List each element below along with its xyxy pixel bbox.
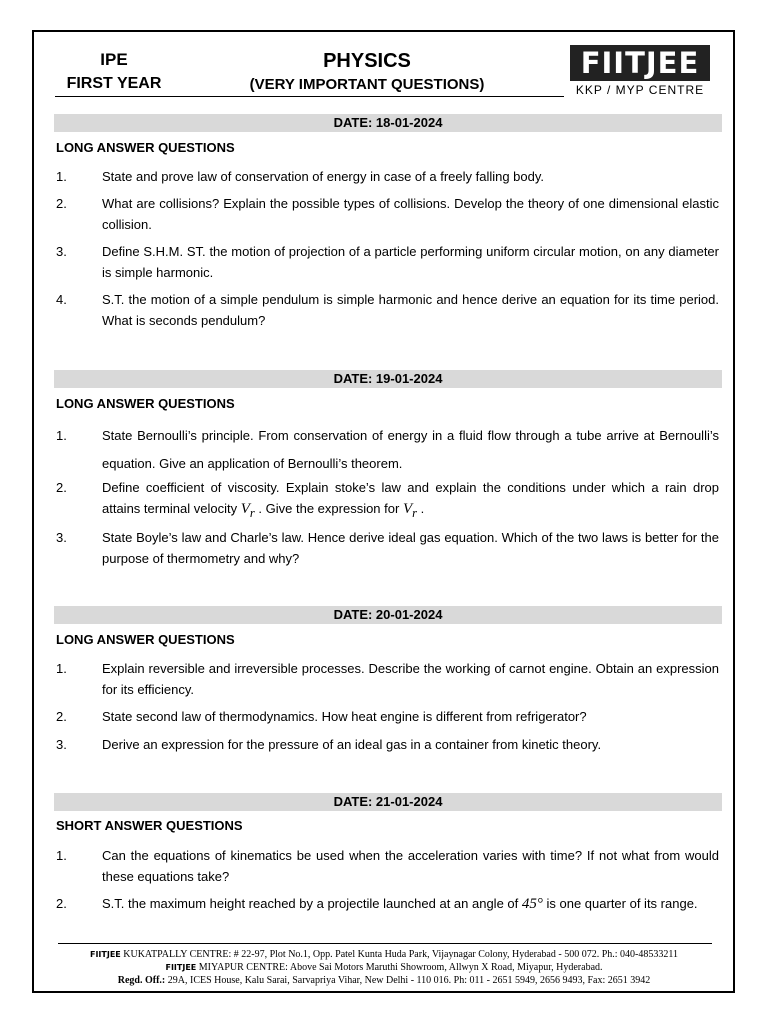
fiitjee-logo <box>570 45 710 81</box>
section-heading-3: LONG ANSWER QUESTIONS <box>56 632 235 647</box>
footer-regd-office: 29A, ICES House, Kalu Sarai, Sarvapriya Vihar, New Delhi - 110 016. Ph: 011 - 2651 5949, 2656 9493, Fax: 2651 3942 <box>167 975 651 986</box>
date-bar-1: DATE: 18-01-2024 <box>54 114 722 132</box>
terminal-velocity-symbol: $V_r$ <box>402 501 417 520</box>
course-name: IPE <box>100 50 128 69</box>
question-number: 2. <box>56 196 67 211</box>
subject-subtitle: (VERY IMPORTANT QUESTIONS) <box>249 76 485 93</box>
footer-regd-label: Regd. Off.: <box>117 975 166 986</box>
question-number: 4. <box>56 292 67 307</box>
question-item <box>56 166 719 187</box>
question-item <box>56 241 719 283</box>
course-year: FIRST YEAR <box>66 75 162 92</box>
question-item <box>56 706 719 727</box>
question-item <box>56 477 719 524</box>
terminal-velocity-symbol: $V_r$ <box>240 501 255 520</box>
footer-line-3 <box>40 974 728 987</box>
question-text: State and prove law of conservation of energy in case of a freely falling body. <box>102 169 545 184</box>
question-text-part: S.T. the maximum height reached by a projectile launched at an angle of <box>102 896 519 911</box>
question-item <box>56 734 719 755</box>
date-bar-3: DATE: 20-01-2024 <box>54 606 722 624</box>
document-title <box>200 48 534 96</box>
question-number: 1. <box>56 848 67 863</box>
question-item <box>56 845 719 887</box>
date-bar-2: DATE: 19-01-2024 <box>54 370 722 388</box>
footer-miyapur: MIYAPUR CENTRE: Above Sai Motors Maruthi Showroom, Allwyn X Road, Miyapur, Hyderabad. <box>198 962 603 973</box>
question-text: Can the equations of kinematics be used when the acceleration varies with time? If not what from would these equations take? <box>102 848 719 884</box>
question-text-part: is one quarter of its range. <box>546 896 698 911</box>
footer-line-1 <box>40 948 728 961</box>
question-item <box>56 893 719 915</box>
question-number: 2. <box>56 896 67 911</box>
question-text: Define S.H.M. ST. the motion of projection of a particle performing uniform circular motion, on any diameter is simple harmonic. <box>102 244 719 280</box>
question-text: State second law of thermodynamics. How heat engine is different from refrigerator? <box>102 709 587 724</box>
section-heading-2: LONG ANSWER QUESTIONS <box>56 396 235 411</box>
question-number: 1. <box>56 661 67 676</box>
header-divider <box>55 96 564 97</box>
question-item <box>56 422 719 478</box>
question-number: 1. <box>56 428 67 443</box>
course-label <box>55 48 173 96</box>
question-number: 1. <box>56 169 67 184</box>
footer-logo: FIITJEE <box>165 963 197 972</box>
question-text: Explain reversible and irreversible processes. Describe the working of carnot engine. Obtain an expression for its efficiency. <box>102 661 719 697</box>
question-text <box>102 477 719 524</box>
footer-logo: FIITJEE <box>89 950 121 959</box>
section-heading-1: LONG ANSWER QUESTIONS <box>56 140 235 155</box>
question-number: 3. <box>56 530 67 545</box>
question-text-part: . Give the expression for <box>258 501 400 516</box>
question-number: 3. <box>56 737 67 752</box>
question-item <box>56 289 719 331</box>
question-item <box>56 658 719 700</box>
footer-kukatpally: KUKATPALLY CENTRE: # 22-97, Plot No.1, Opp. Patel Kunta Huda Park, Vijaynagar Colony, Hyderabad - 500 072. Ph.: 040-48533211 <box>123 949 679 960</box>
question-text-part: . <box>420 501 425 516</box>
question-text: What are collisions? Explain the possible types of collisions. Develop the theory of one dimensional elastic collision. <box>102 196 719 232</box>
question-text: Derive an expression for the pressure of an ideal gas in a container from kinetic theory. <box>102 737 602 752</box>
footer-line-2 <box>40 961 728 974</box>
footer-divider <box>58 943 712 944</box>
logo-text: FIITJEE <box>580 46 700 80</box>
question-text: S.T. the motion of a simple pendulum is simple harmonic and hence derive an equation for its time period. What is seconds pendulum? <box>102 292 719 328</box>
question-text: State Boyle’s law and Charle’s law. Hence derive ideal gas equation. Which of the two laws is better for the purpose of thermometry and why? <box>102 530 719 566</box>
question-item <box>56 193 719 235</box>
question-text: State Bernoulli’s principle. From conservation of energy in a fluid flow through a tube arrive at Bernoulli’s equation. Give an application of Bernoulli’s theorem. <box>102 428 719 471</box>
question-text-part: Define coefficient of viscosity. Explain stoke’s law and explain the conditions under which a rain drop attains terminal velocity <box>102 480 719 516</box>
subject-title: PHYSICS <box>323 50 411 72</box>
question-text <box>102 893 719 915</box>
date-bar-4: DATE: 21-01-2024 <box>54 793 722 811</box>
angle-value: 45° <box>521 896 543 912</box>
question-number: 2. <box>56 709 67 724</box>
question-number: 3. <box>56 244 67 259</box>
question-item <box>56 527 719 569</box>
question-number: 2. <box>56 480 67 495</box>
centre-label: KKP / MYP CENTRE <box>575 83 705 97</box>
section-heading-4: SHORT ANSWER QUESTIONS <box>56 818 243 833</box>
